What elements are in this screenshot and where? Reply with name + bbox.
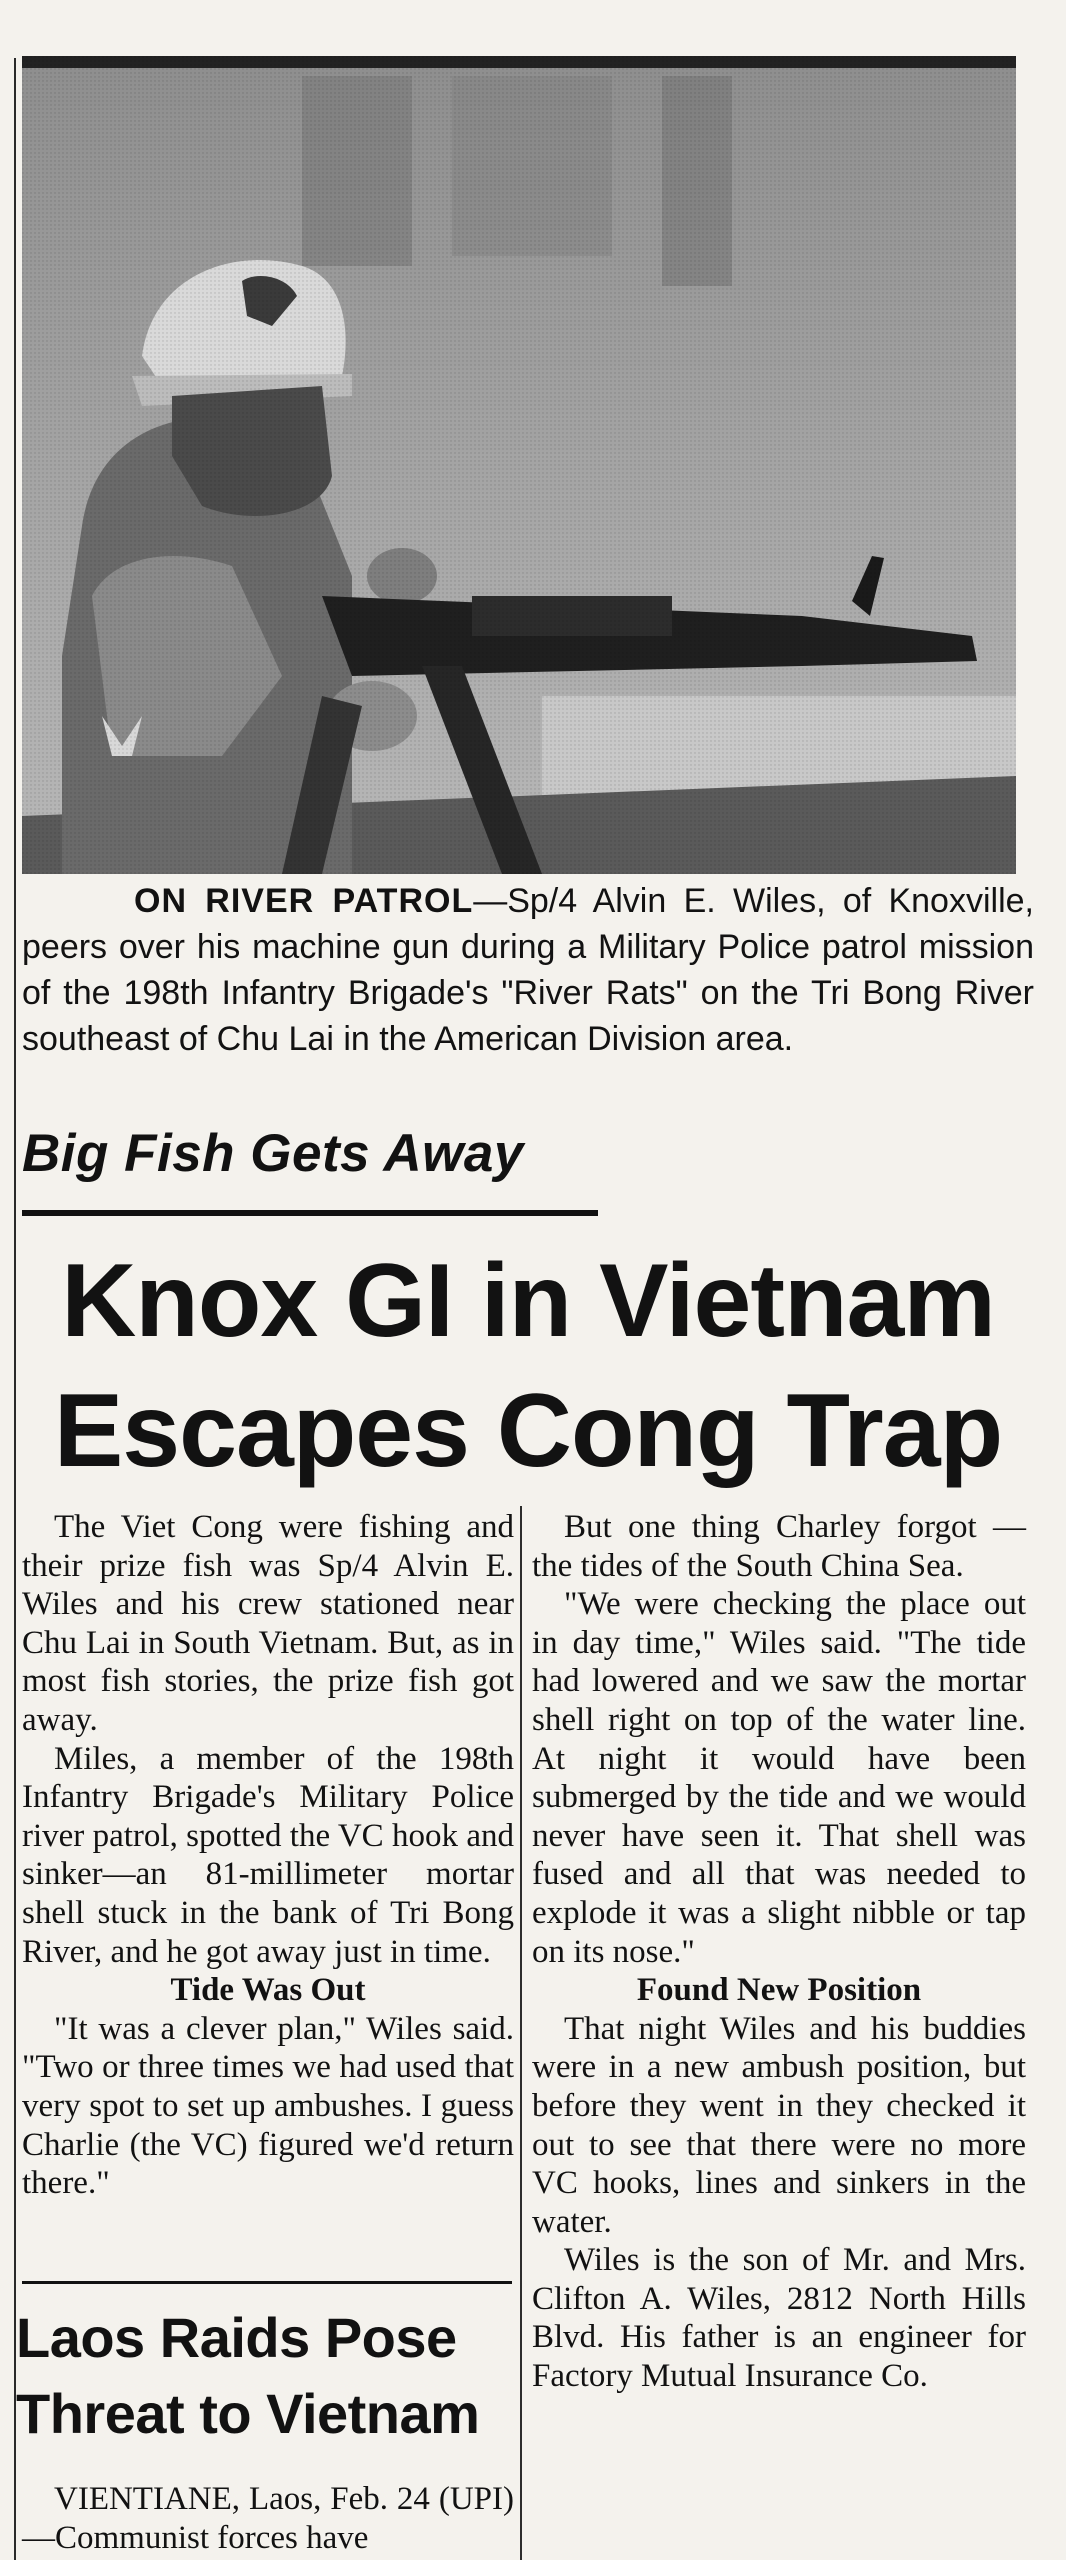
second-headline-line-2: Threat to Vietnam xyxy=(16,2382,480,2445)
article-paragraph: The Viet Cong were fishing and their prize fish was Sp/4 Alvin E. Wiles and his crew stationed near Chu Lai in South Vietnam. But, as in most fish stories, the prize fish got away. xyxy=(22,1509,514,1738)
article-paragraph: "We were checking the place out in day time," Wiles said. "The tide had lowered and we saw the mortar shell right on top of the water line. At night it would have been submerged by the tide and we would never have seen it. That shell was fused and all that was needed to explode it was a slight nibble or tap on its nose." xyxy=(532,1586,1026,1970)
article-paragraph: But one thing Charley forgot —the tides of the South China Sea. xyxy=(532,1509,1026,1584)
caption-lead: ON RIVER PATROL xyxy=(134,882,474,920)
headline-line-2: Escapes Cong Trap xyxy=(53,1373,1003,1489)
second-story-headline xyxy=(16,2300,514,2452)
article-column-left xyxy=(22,1508,514,2203)
story-kicker: Big Fish Gets Away xyxy=(22,1124,524,1183)
news-photo xyxy=(22,56,1016,874)
photo-caption xyxy=(22,878,1034,1062)
story-separator-rule xyxy=(22,2281,512,2284)
headline-line-1: Knox GI in Vietnam xyxy=(61,1243,995,1359)
article-column-right xyxy=(532,1508,1026,2396)
story-headline xyxy=(22,1236,1034,1496)
page-left-rule xyxy=(14,58,16,2560)
kicker-underline xyxy=(22,1210,598,1216)
article-subhead: Found New Position xyxy=(636,1972,922,2009)
article-subhead: Tide Was Out xyxy=(170,1972,366,2009)
second-headline-line-1: Laos Raids Pose xyxy=(16,2306,457,2369)
second-story-dateline: VIENTIANE, Laos, Feb. 24 (UPI)—Communist forces have xyxy=(22,2481,514,2556)
column-divider xyxy=(520,1506,522,2560)
article-paragraph: That night Wiles and his buddies were in a new ambush position, but before they went in they checked it out to see that there were no more VC hooks, lines and sinkers in the water. xyxy=(532,2010,1026,2240)
article-paragraph: "It was a clever plan," Wiles said. "Two or three times we had used that very spot to set up ambushes. I guess Charlie (the VC) figured we'd return there." xyxy=(22,2010,514,2202)
caption-text: —Sp/4 Alvin E. Wiles, of Knoxville, peers over his machine gun during a Military Police patrol mission of the 198th Infantry Brigade's "River Rats" on the Tri Bong River southeast of Chu Lai in the American Division area. xyxy=(22,882,1034,1058)
article-paragraph: Wiles is the son of Mr. and Mrs. Clifton A. Wiles, 2812 North Hills Blvd. His father is an engineer for Factory Mutual Insurance Co. xyxy=(532,2242,1026,2395)
article-paragraph: Miles, a member of the 198th Infantry Brigade's Military Police river patrol, spotted the VC hook and sinker—an 81-millimeter mortar shell stuck in the bank of Tri Bong River, and he got away just in time. xyxy=(22,1740,514,1970)
news-photo-soldier-with-machine-gun xyxy=(22,56,1016,874)
